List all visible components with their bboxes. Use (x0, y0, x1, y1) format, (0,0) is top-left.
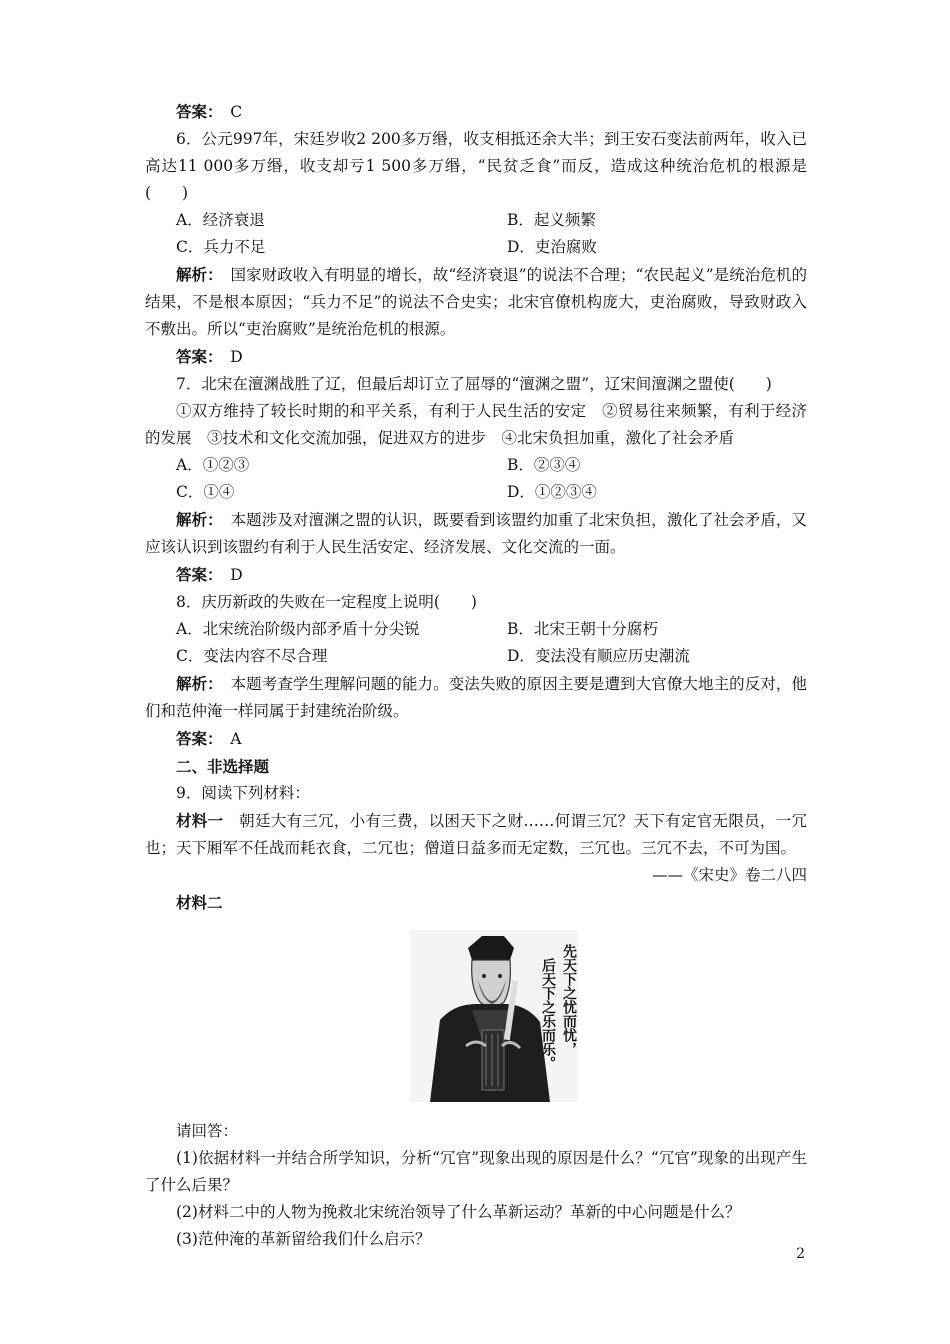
q6-option-b: B．起义频繁 (507, 211, 596, 229)
q8-option-c: C．变法内容不尽合理 (176, 647, 328, 665)
q9-question-2: (2)材料二中的人物为挽救北宋统治领导了什么革新运动？革新的中心问题是什么？ (176, 1203, 741, 1221)
q7-options-row-1 (145, 452, 807, 479)
q8-option-a: A．北宋统治阶级内部矛盾十分尖锐 (176, 620, 420, 638)
q6-options-row-1 (145, 207, 807, 234)
q9-material-2-label: 材料二 (176, 893, 223, 912)
q8-options-row-1 (145, 616, 807, 643)
q8-options-row-2 (145, 643, 807, 670)
material-2-figure (145, 922, 807, 1112)
q9-prompt: 请回答： (176, 1122, 239, 1140)
q7-analysis: 解析： 本题涉及对澶渊之盟的认识，既要看到该盟约加重了北宋负担，激化了社会矛盾，又应该认识到该盟约有利于人民生活安定、经济发展、文化交流的一面。 (145, 510, 807, 556)
q9-question-3: (3)范仲淹的革新留给我们什么启示？ (176, 1230, 431, 1248)
calligraphy-inscription (521, 944, 577, 1094)
q7-option-b: B．②③④ (507, 456, 581, 474)
q9-material-1: 材料一 朝廷大有三冗，小有三费，以困天下之财……何谓三冗？天下有定官无限员，一冗也；天下厢军不任战而耗衣食，二冗也；僧道日益多而无定数，三冗也。三冗不去，不可为国。 (145, 811, 807, 857)
q6-stem: 6．公元997年，宋廷岁收2 200多万缗，收支相抵还余大半；到王安石变法前两年，收入已高达11 000多万缗，收支却亏1 500多万缗，“民贫乏食”而反，造成这种统治危机的根源是( ) (145, 130, 807, 202)
q7-stem: 7．北宋在澶渊战胜了辽，但最后却订立了屈辱的“澶渊之盟”，辽宋间澶渊之盟使( ) (176, 375, 772, 393)
q6-options-row-2 (145, 234, 807, 261)
q8-analysis: 解析： 本题考查学生理解问题的能力。变法失败的原因主要是遭到大官僚大地主的反对，他们和范仲淹一样同属于封建统治阶级。 (145, 674, 807, 720)
q9-stem: 9．阅读下列材料： (176, 784, 310, 802)
q6-analysis: 解析： 国家财政收入有明显的增长，故“经济衰退”的说法不合理；“农民起义”是统治危机的结果，不是根本原因；“兵力不足”的说法不合史实；北宋官僚机构庞大，吏治腐败，导致财政入不敷出。所以“吏治腐败”是统治危机的根源。 (145, 265, 807, 338)
q9-question-1: (1)依据材料一并结合所学知识，分析“冗官”现象出现的原因是什么？“冗官”现象的出现产生了什么后果？ (145, 1149, 807, 1194)
q8-option-d: D．变法没有顺应历史潮流 (507, 647, 690, 665)
q7-options-row-2 (145, 479, 807, 506)
q8-answer: 答案： A (176, 729, 242, 748)
q7-option-d: D．①②③④ (507, 483, 597, 501)
calligraphy-line-1: 先天下之忧而忧， (561, 944, 577, 1056)
section-title: 二、非选择题 (176, 757, 270, 776)
q7-statements: ①双方维持了较长时期的和平关系，有利于人民生活的安定 ②贸易往来频繁，有利于经济的发展 ③技术和文化交流加强，促进双方的进步 ④北宋负担加重，激化了社会矛盾 (145, 402, 807, 447)
calligraphy-line-2: 后天下之乐而乐。 (540, 958, 556, 1070)
q7-option-c: C．①④ (176, 483, 235, 501)
q8-stem: 8．庆历新政的失败在一定程度上说明( ) (176, 593, 477, 611)
q6-option-c: C．兵力不足 (176, 238, 266, 256)
q6-option-a: A．经济衰退 (176, 211, 265, 229)
q5-answer: 答案： C (176, 102, 243, 121)
q9-material-1-source: ——《宋史》卷二八四 (651, 866, 807, 884)
q6-answer: 答案： D (176, 347, 243, 366)
page-number: 2 (796, 1246, 805, 1262)
document-page (145, 98, 807, 1253)
q7-answer: 答案： D (176, 565, 243, 584)
q8-option-b: B．北宋王朝十分腐朽 (507, 620, 658, 638)
q7-option-a: A．①②③ (176, 456, 250, 474)
q6-option-d: D．吏治腐败 (507, 238, 597, 256)
